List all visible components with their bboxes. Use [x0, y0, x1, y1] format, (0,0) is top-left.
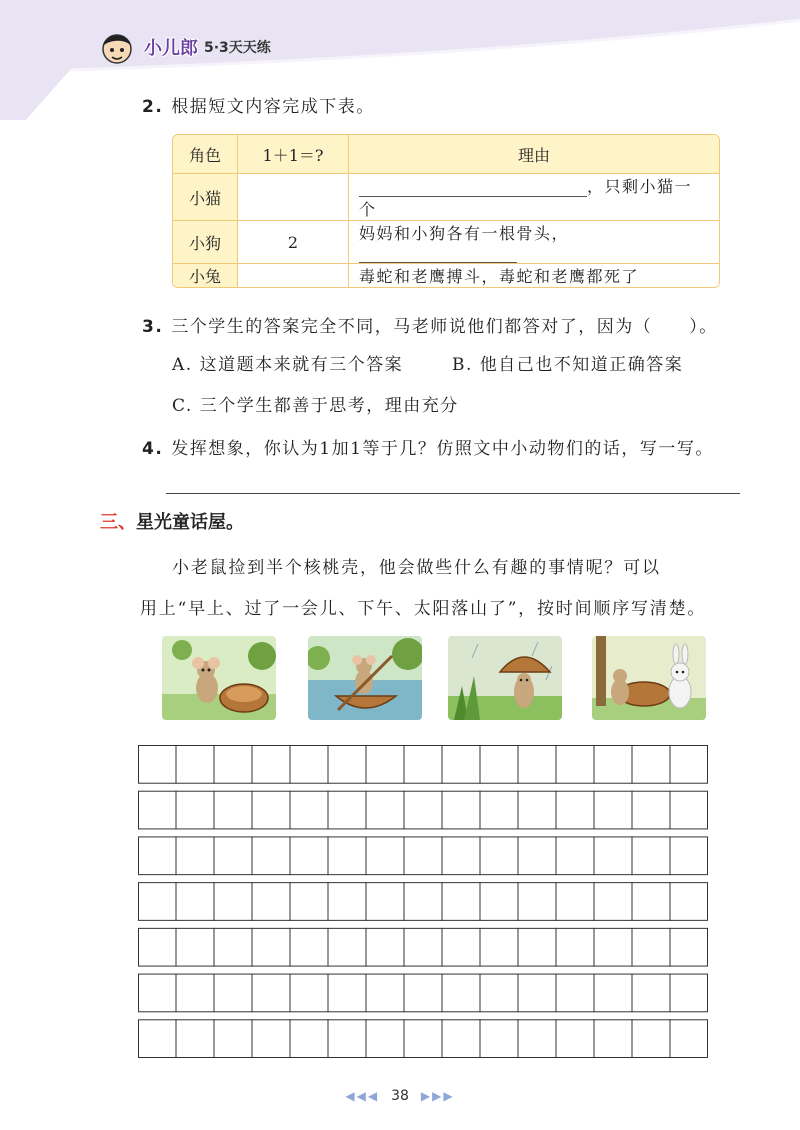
brand-subtitle: 5·3天天练 — [204, 40, 271, 56]
option-a[interactable]: A. 这道题本来就有三个答案 — [172, 355, 404, 375]
option-b[interactable]: B. 他自己也不知道正确答案 — [452, 355, 684, 375]
question-text: 根据短文内容完成下表。 — [171, 97, 375, 117]
question-text: 发挥想象，你认为1加1等于几？仿照文中小动物们的话，写一写。 — [171, 439, 714, 459]
answer-blank[interactable] — [359, 244, 517, 263]
writing-grid-lines[interactable] — [138, 745, 708, 1058]
illustration-mouse-and-rabbit — [592, 636, 706, 720]
question-text: 三个学生的答案完全不同，马老师说他们都答对了，因为（ ）。 — [171, 317, 718, 337]
grid-row[interactable] — [139, 974, 708, 1012]
table-header-role: 角色 — [173, 135, 238, 174]
answer-blank[interactable] — [359, 178, 587, 197]
reason-suffix: ，只剩小猫一个 — [359, 177, 693, 219]
answer-line[interactable] — [166, 493, 740, 494]
boy-mascot-icon — [100, 30, 134, 68]
section-number: 三、 — [100, 512, 136, 533]
grid-row[interactable] — [139, 928, 708, 966]
brand-name: 小儿郎 — [144, 38, 198, 59]
question-2 — [142, 92, 375, 117]
answer-table — [172, 134, 720, 288]
section-title — [100, 508, 244, 534]
grid-row[interactable] — [139, 883, 708, 921]
question-3 — [142, 312, 718, 337]
grid-row[interactable] — [139, 1020, 708, 1058]
question-number: 2. — [142, 97, 164, 117]
table-row — [173, 264, 719, 288]
table-cell-role: 小猫 — [173, 174, 238, 221]
right-arrows-icon: ▶▶▶ — [420, 1089, 455, 1103]
table-header-value: 1＋1＝? — [238, 135, 349, 174]
prompt-line-2: 用上“早上、过了一会儿、下午、太阳落山了”，按时间顺序写清楚。 — [140, 599, 707, 619]
section-heading: 星光童话屋。 — [136, 512, 244, 533]
table-cell-reason — [349, 221, 720, 264]
question-number: 3. — [142, 317, 164, 337]
table-cell-value[interactable] — [238, 174, 349, 221]
table-cell-reason — [349, 174, 720, 221]
option-c[interactable]: C. 三个学生都善于思考，理由充分 — [172, 396, 459, 416]
question-number: 4. — [142, 439, 164, 459]
grid-row[interactable] — [139, 746, 708, 784]
grid-row[interactable] — [139, 837, 708, 875]
page-footer — [0, 1088, 800, 1104]
reason-prefix: 妈妈和小狗各有一根骨头， — [359, 224, 570, 243]
page-number: 38 — [391, 1088, 409, 1104]
grid-row[interactable] — [139, 791, 708, 829]
writing-grid[interactable] — [138, 745, 708, 1058]
left-arrows-icon: ◀◀◀ — [345, 1089, 380, 1103]
table-row — [173, 221, 719, 264]
table-cell-value[interactable] — [238, 264, 349, 288]
table-cell-role: 小狗 — [173, 221, 238, 264]
table-row — [173, 174, 719, 221]
table-header-reason: 理由 — [349, 135, 720, 174]
prompt-line-1: 小老鼠捡到半个核桃壳，他会做些什么有趣的事情呢？可以 — [172, 558, 661, 578]
table-cell-value: 2 — [238, 221, 349, 264]
illustration-mouse-with-walnut — [162, 636, 276, 720]
illustration-mouse-rowing-shell — [308, 636, 422, 720]
question-4 — [142, 434, 714, 459]
illustration-mouse-under-shell-in-rain — [448, 636, 562, 720]
table-cell-reason: 毒蛇和老鹰搏斗，毒蛇和老鹰都死了 — [349, 264, 720, 288]
table-header-row — [173, 135, 719, 174]
table-cell-role: 小兔 — [173, 264, 238, 288]
